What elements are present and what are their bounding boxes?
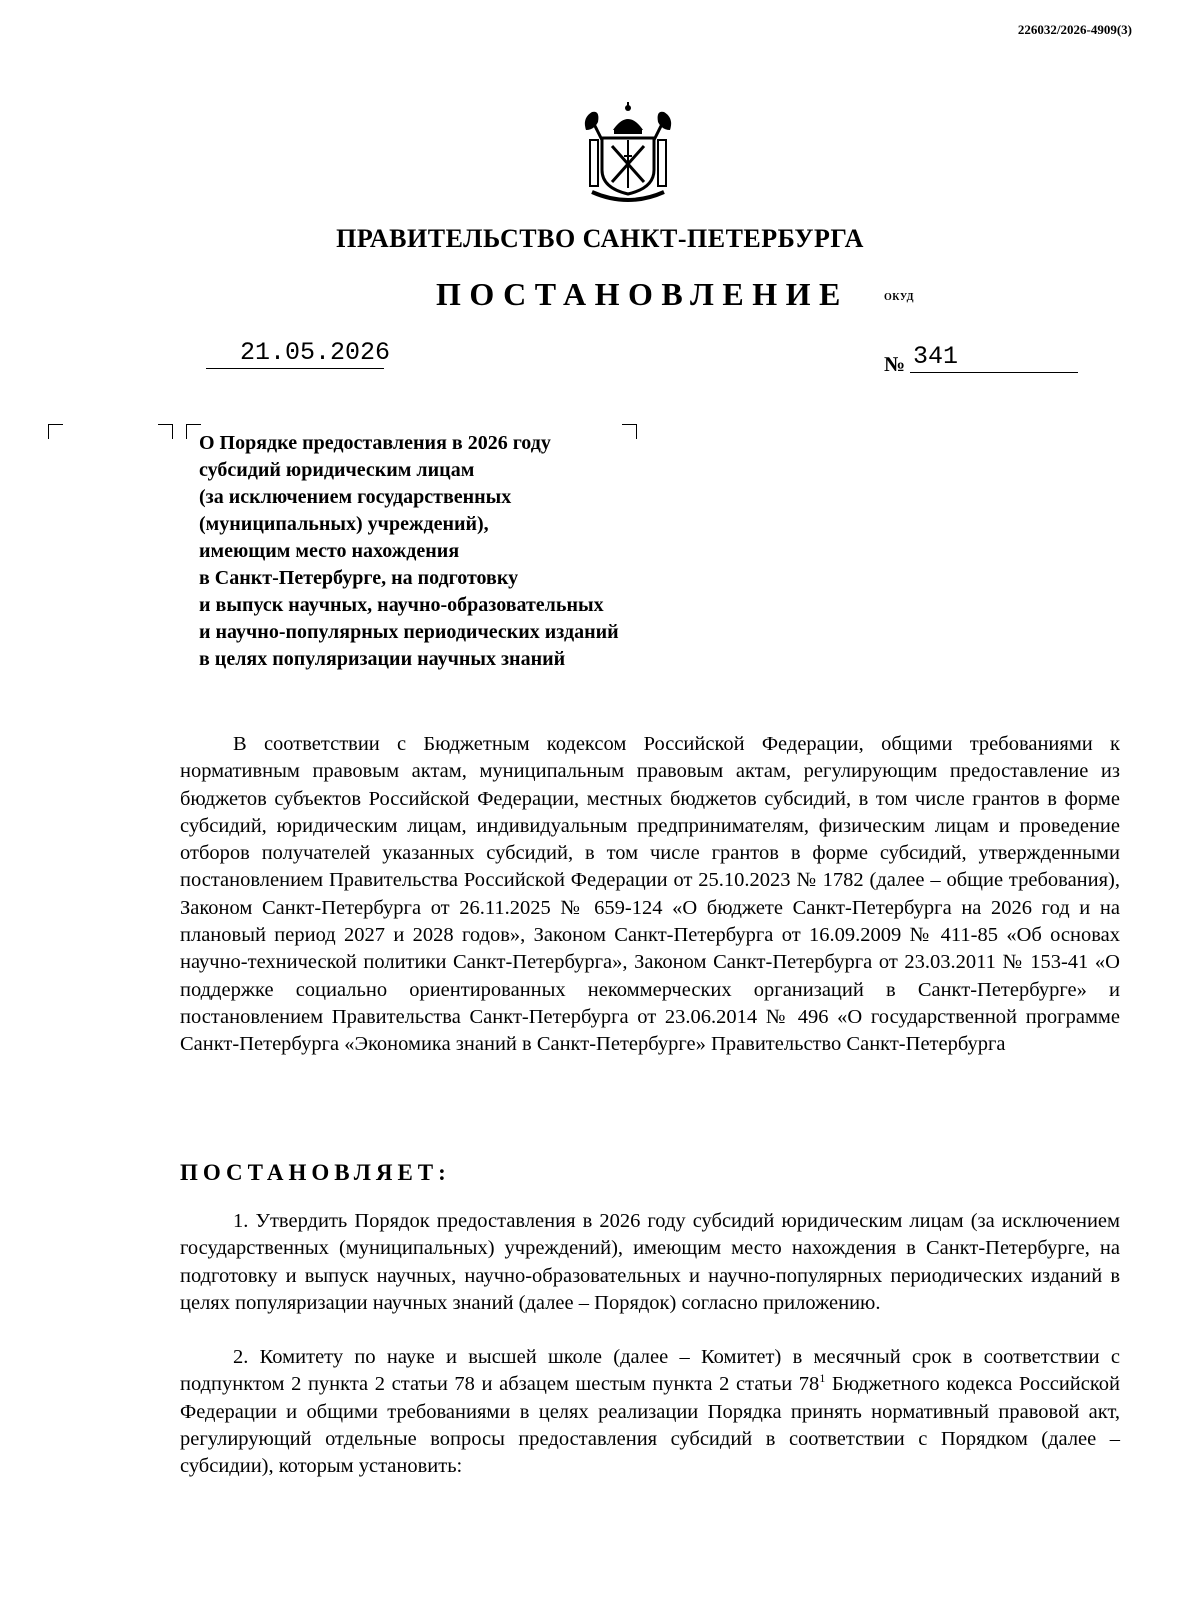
document-title bbox=[199, 430, 759, 673]
coat-of-arms-icon bbox=[578, 100, 678, 205]
document-number: 341 bbox=[913, 342, 959, 371]
title-line: О Порядке предоставления в 2026 году bbox=[199, 432, 551, 454]
preamble-paragraph bbox=[180, 731, 1120, 1059]
resolves-heading: ПОСТАНОВЛЯЕТ: bbox=[180, 1160, 451, 1185]
okud-label: ОКУД bbox=[884, 292, 915, 303]
date-field bbox=[206, 338, 391, 369]
article-superscript: 1 bbox=[819, 1371, 826, 1386]
title-line: имеющим место нахождения bbox=[199, 540, 460, 562]
title-line: в целях популяризации научных знаний bbox=[199, 648, 566, 670]
item-2-text bbox=[180, 1344, 1120, 1480]
corner-mark-left bbox=[48, 424, 63, 439]
authority-name: ПРАВИТЕЛЬСТВО САНКТ-ПЕТЕРБУРГА bbox=[336, 224, 864, 253]
corner-mark-title-open-a bbox=[158, 424, 173, 439]
number-field bbox=[910, 342, 1078, 373]
item-2-paragraph bbox=[180, 1344, 1120, 1480]
item-2-part1: 2. Комитету по науке и высшей школе (далее – Комитет) в месячный срок в соответствии с подпунктом 2 пункта 2 статьи 78 и абзацем шестым пункта 2 статьи 78 bbox=[180, 1346, 1120, 1396]
document-type: ПОСТАНОВЛЕНИЕ bbox=[436, 276, 849, 312]
title-line: (муниципальных) учреждений), bbox=[199, 513, 489, 535]
item-2-part2: Бюджетного кодекса Российской Федерации и общими требованиями в целях реализации Порядка принять нормативный правовой акт, регулирующий отдельные вопросы предоставления субсидий в соответствии с Порядком (далее – субсидии), которым установить: bbox=[180, 1373, 1121, 1478]
title-line: и научно-популярных периодических изданий bbox=[199, 621, 619, 643]
title-line: и выпуск научных, научно-образовательных bbox=[199, 594, 604, 616]
preamble-text: В соответствии с Бюджетным кодексом Российской Федерации, общими требованиями к нормативным правовым актам, муниципальным правовым актам, регулирующим предоставление из бюджетов субъектов Российской Федерации, местных бюджетов субсидий, в том числе грантов в форме субсидий, юридическим лицам, индивидуальным предпринимателям, физическим лицам и проведение отборов получателей указанных субсидий, в том числе грантов в форме субсидий, утвержденными постановлением Правительства Российской Федерации от 25.10.2023 № 1782 (далее – общие требования), Законом Санкт-Петербурга от 26.11.2025 № 659-124 «О бюджете Санкт-Петербурга на 2026 год и на плановый период 2027 и 2028 годов», Законом Санкт-Петербурга от 16.09.2009 № 411-85 «Об основах научно-технической политики Санкт-Петербурга», Законом Санкт-Петербурга от 23.03.2011 № 153-41 «О поддержке социально ориентированных некоммерческих организаций в Санкт-Петербурге» и постановлением Правительства Санкт-Петербурга от 23.06.2014 № 496 «О государственной программе Санкт-Петербурга «Экономика знаний в Санкт-Петербурге» Правительство Санкт-Петербурга bbox=[180, 733, 1120, 1056]
item-1-paragraph bbox=[180, 1208, 1120, 1317]
document-date: 21.05.2026 bbox=[240, 338, 391, 367]
title-line: (за исключением государственных bbox=[199, 486, 512, 508]
item-1-text: 1. Утвердить Порядок предоставления в 2026 году субсидий юридическим лицам (за исключением государственных (муниципальных) учреждений), имеющим место нахождения в Санкт-Петербурге, на подготовку и выпуск научных, научно-образовательных и научно-популярных периодических изданий в целях популяризации научных знаний (далее – Порядок) согласно приложению. bbox=[180, 1210, 1120, 1314]
title-line: субсидий юридическим лицам bbox=[199, 459, 475, 481]
number-label: № bbox=[884, 352, 906, 376]
document-id: 226032/2026-4909(3) bbox=[1017, 22, 1132, 37]
title-line: в Санкт-Петербурге, на подготовку bbox=[199, 567, 519, 589]
